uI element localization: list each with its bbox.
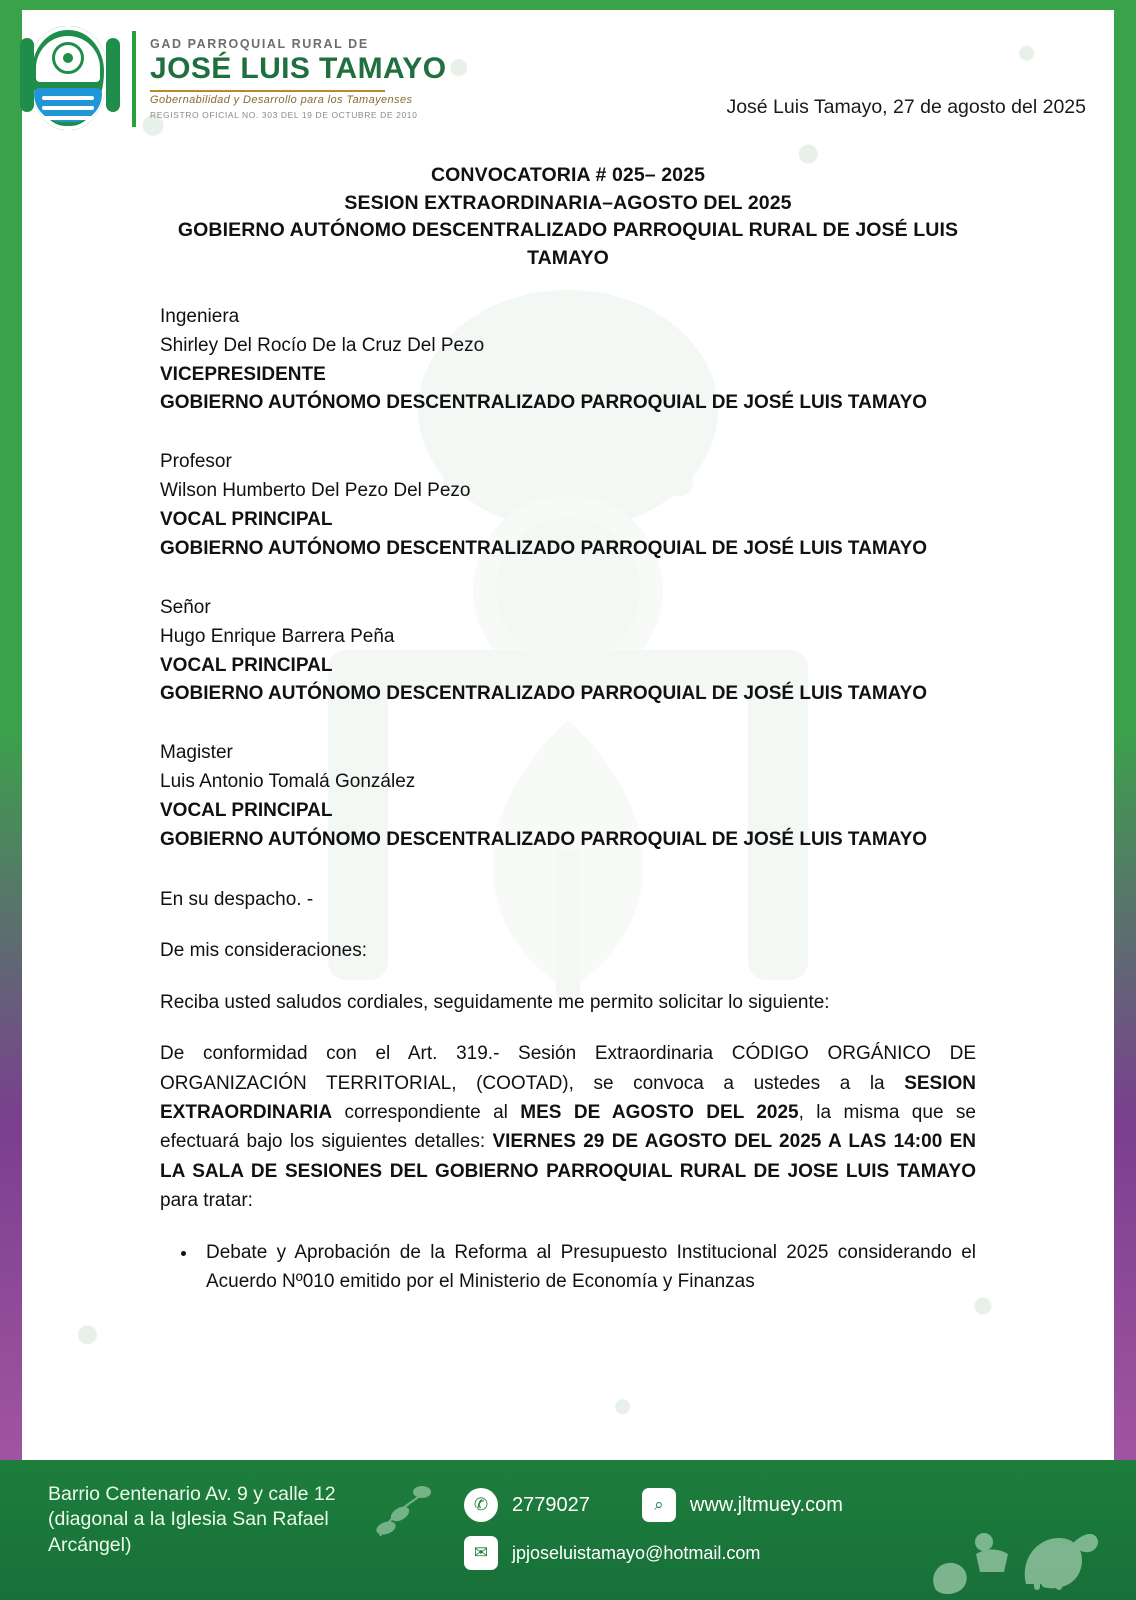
recipient-list <box>160 303 976 855</box>
page-left-border <box>0 0 22 1600</box>
list-item: • Debate y Aprobación de la Reforma al Presupuesto Institucional 2025 considerando el Acuerdo Nº010 emitido por el Ministerio de Economía y Finanzas <box>198 1238 976 1297</box>
coat-of-arms-icon <box>22 20 118 138</box>
phone-icon: ✆ <box>464 1488 498 1522</box>
title-line-2: SESION EXTRAORDINARIA–AGOSTO DEL 2025 <box>344 191 792 214</box>
main-p2: correspondiente al <box>332 1101 521 1123</box>
page-right-border <box>1114 0 1136 1600</box>
recipient-role: VOCAL PRINCIPAL <box>160 654 333 676</box>
title-line-3: GOBIERNO AUTÓNOMO DESCENTRALIZADO PARROQUIAL RURAL DE JOSÉ LUIS TAMAYO <box>177 219 959 270</box>
main-b2: MES DE AGOSTO DEL 2025 <box>520 1101 799 1123</box>
footer-contacts <box>464 1488 843 1584</box>
horse-rider-decoration-icon <box>876 1498 1106 1594</box>
mail-icon: ✉ <box>464 1536 498 1570</box>
logo-name: JOSÉ LUIS TAMAYO <box>150 52 447 86</box>
recipient-entity: GOBIERNO AUTÓNOMO DESCENTRALIZADO PARROQUIAL DE JOSÉ LUIS TAMAYO <box>160 392 928 414</box>
main-p1: De conformidad con el Art. 319.- Sesión Extraordinaria CÓDIGO ORGÁNICO DE ORGANIZACIÓN TERRITORIAL, (COOTAD), se convoca a ustedes a la <box>160 1043 976 1094</box>
despacho-line: En su despacho. - <box>160 888 314 910</box>
footer-website-text[interactable]: www.jltmuey.com <box>689 1493 843 1516</box>
recipient-block <box>160 448 976 564</box>
logo-divider <box>132 31 136 127</box>
recipient-title: Magister <box>160 742 233 764</box>
recipient-title: Señor <box>160 596 211 618</box>
agenda-list <box>160 1238 976 1297</box>
footer-gradient <box>0 1460 1136 1464</box>
recipient-title: Ingeniera <box>160 305 240 327</box>
recipient-title: Profesor <box>160 451 232 473</box>
recipient-name: Hugo Enrique Barrera Peña <box>160 625 395 647</box>
main-p4: para tratar: <box>160 1190 253 1212</box>
page-top-border <box>0 0 1136 10</box>
main-b3: VIERNES 29 DE AGOSTO DEL 2025 A LAS 14:00 EN LA SALA DE SESIONES DEL GOBIERNO PARROQUIAL RURAL DE JOSE LUIS TAMAYO <box>160 1131 976 1182</box>
document-date: José Luis Tamayo, 27 de agosto del 2025 <box>726 96 1086 118</box>
recipient-role: VOCAL PRINCIPAL <box>160 509 333 530</box>
recipient-name: Shirley Del Rocío De la Cruz Del Pezo <box>160 334 485 356</box>
footer-website[interactable] <box>642 1488 843 1522</box>
footer-email[interactable] <box>464 1536 843 1570</box>
recipient-name: Wilson Humberto Del Pezo Del Pezo <box>160 480 471 502</box>
document-footer <box>0 1460 1136 1600</box>
document-header <box>22 14 1114 164</box>
logo-kicker: GAD PARROQUIAL RURAL DE <box>150 36 369 51</box>
logo-slogan: Gobernabilidad y Desarrollo para los Tamayenses <box>150 93 413 106</box>
recipient-role: VICEPRESIDENTE <box>160 363 326 385</box>
recipient-entity: GOBIERNO AUTÓNOMO DESCENTRALIZADO PARROQUIAL DE JOSÉ LUIS TAMAYO <box>160 828 928 850</box>
main-paragraph <box>160 1039 976 1216</box>
recipient-entity: GOBIERNO AUTÓNOMO DESCENTRALIZADO PARROQUIAL DE JOSÉ LUIS TAMAYO <box>160 683 928 705</box>
document-body <box>160 162 976 1297</box>
recipient-block <box>160 594 976 710</box>
main-b1: SESION EXTRAORDINARIA <box>160 1072 976 1123</box>
title-line-1: CONVOCATORIA # 025– 2025 <box>430 164 706 186</box>
salutation-line: De mis consideraciones: <box>160 940 367 962</box>
document-title <box>160 162 976 273</box>
logo-registry: REGISTRO OFICIAL NO. 303 DEL 19 DE OCTUBRE DE 2010 <box>150 110 418 121</box>
recipient-block <box>160 303 976 419</box>
footer-phone <box>464 1488 590 1522</box>
main-p3: , la misma que se efectuará bajo los siguientes detalles: <box>160 1101 976 1153</box>
footer-address: Barrio Centenario Av. 9 y calle 12 (diagonal a la Iglesia San Rafael Arcángel) <box>48 1483 336 1556</box>
logo-rule <box>150 90 385 92</box>
globe-icon: ⌕ <box>642 1488 676 1522</box>
footer-phone-text: 2779027 <box>512 1493 590 1516</box>
footer-email-text[interactable]: jpjoseluistamayo@hotmail.com <box>512 1542 761 1563</box>
institution-logo <box>22 20 446 138</box>
recipient-entity: GOBIERNO AUTÓNOMO DESCENTRALIZADO PARROQUIAL DE JOSÉ LUIS TAMAYO <box>160 537 928 559</box>
greeting-line: Reciba usted saludos cordiales, seguidamente me permito solicitar lo siguiente: <box>160 991 830 1013</box>
recipient-block <box>160 739 976 855</box>
recipient-role: VOCAL PRINCIPAL <box>160 800 333 821</box>
recipient-name: Luis Antonio Tomalá González <box>160 771 416 793</box>
